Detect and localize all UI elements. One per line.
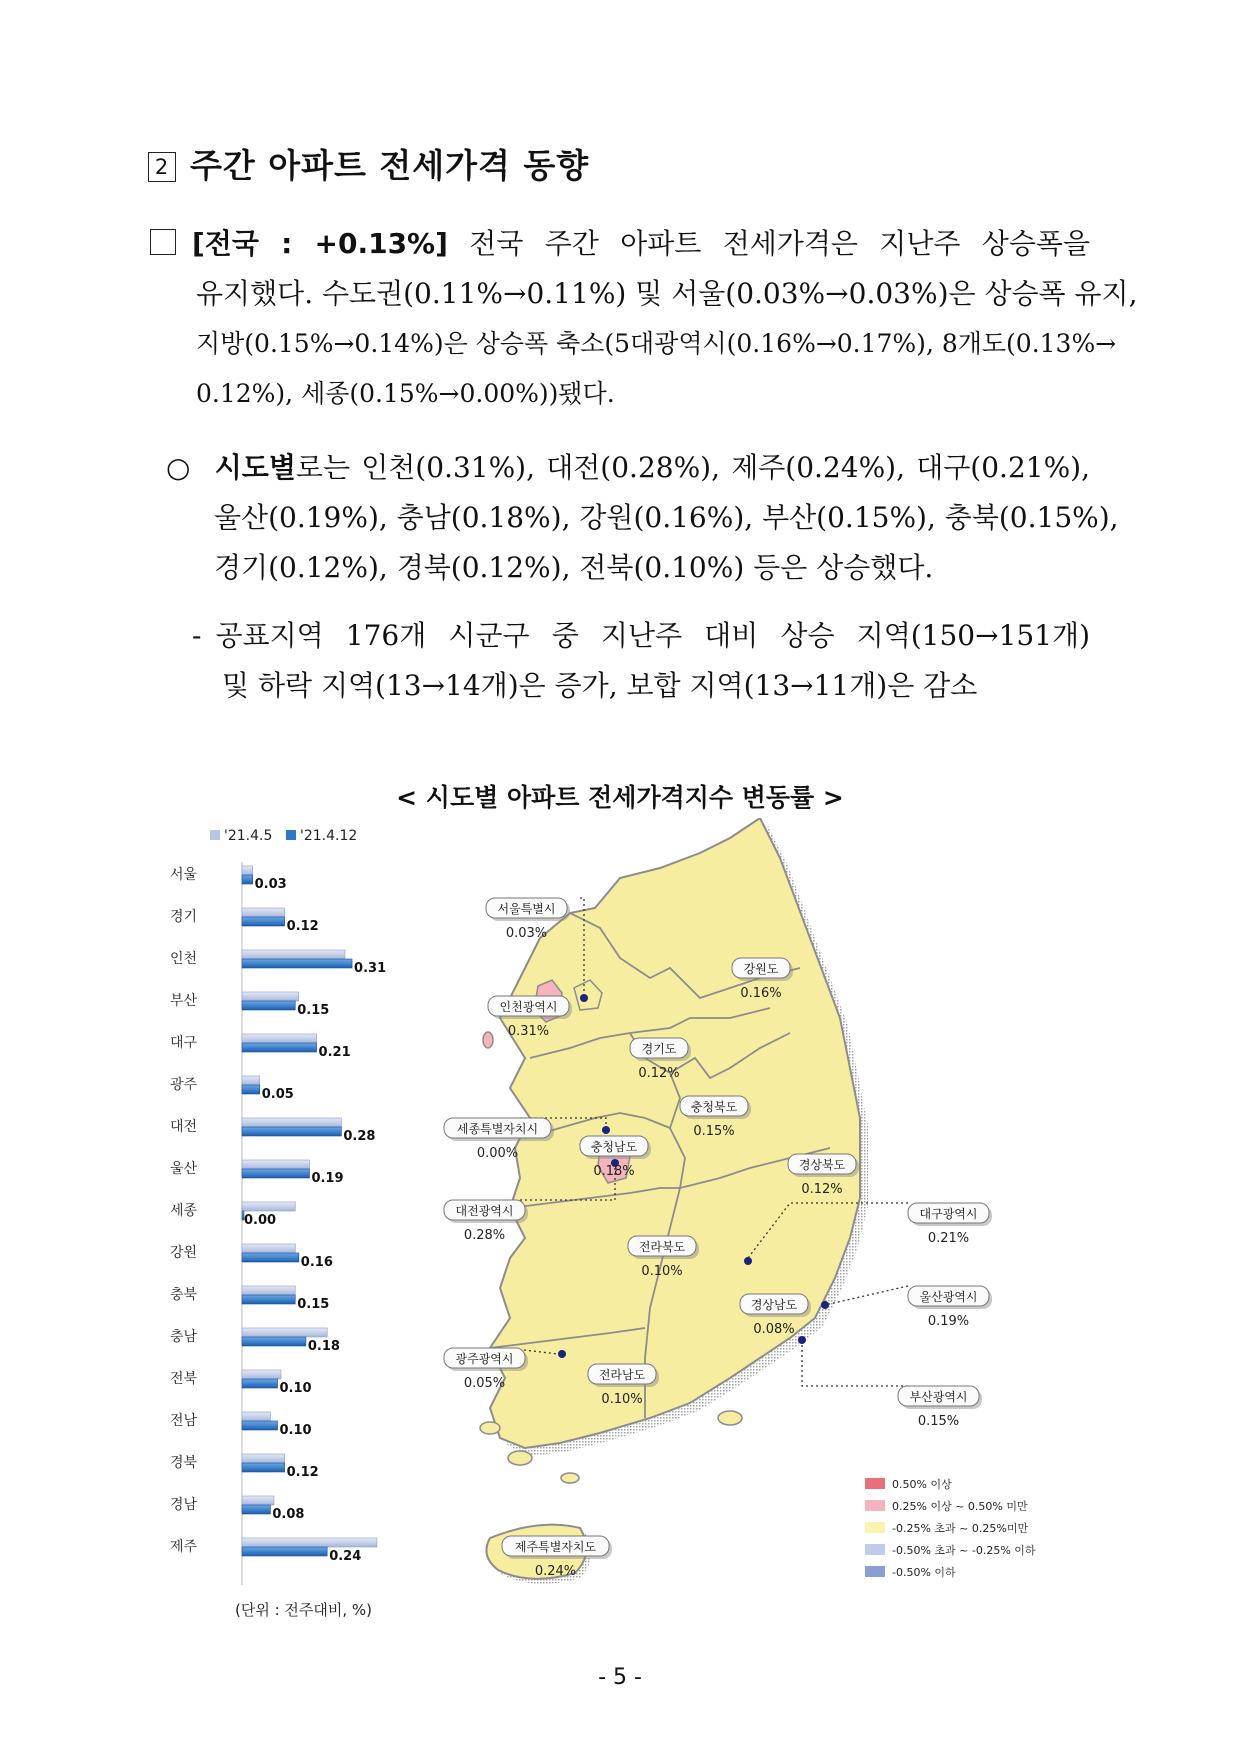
para3-line2: 및 하락 지역(13→14개)은 증가, 보합 지역(13→11개)은 감소 <box>222 669 978 702</box>
region-value: 0.19% <box>927 1314 970 1329</box>
region-value: 0.12% <box>801 1182 843 1197</box>
category-label: 제주 <box>170 1539 198 1555</box>
bar-경기-0 <box>242 908 285 917</box>
value-label: 0.15 <box>297 1003 330 1018</box>
region-name: 강원도 <box>743 962 779 976</box>
bar-제주-1 <box>242 1547 327 1556</box>
region-name: 경상북도 <box>798 1158 846 1172</box>
value-label: 0.00 <box>244 1213 277 1228</box>
bar-전북-1 <box>242 1379 278 1388</box>
page-number: - 5 - <box>598 1665 642 1690</box>
map-legend <box>865 1477 1036 1579</box>
map-legend-label: 0.50% 이상 <box>892 1478 952 1491</box>
region-value: 0.31% <box>507 1024 550 1039</box>
region-name: 서울특별시 <box>497 902 556 916</box>
region-value: 0.00% <box>476 1146 519 1161</box>
value-label: 0.03 <box>254 877 287 892</box>
region-name: 울산광역시 <box>919 1290 978 1304</box>
category-label: 울산 <box>170 1161 198 1177</box>
category-label: 부산 <box>170 993 198 1009</box>
bar-울산-0 <box>242 1160 309 1169</box>
value-label: 0.10 <box>279 1381 312 1396</box>
region-name: 충청북도 <box>690 1100 738 1114</box>
para2-line2: 울산(0.19%), 충남(0.18%), 강원(0.16%), 부산(0.15%), 충북(0.15%), <box>214 501 1119 534</box>
para1-line4: 0.12%), 세종(0.15%→0.00%))됐다. <box>196 379 615 408</box>
region-value: 0.24% <box>534 1564 577 1579</box>
category-label: 충북 <box>170 1287 198 1303</box>
para1-line2: 유지했다. 수도권(0.11%→0.11%) 및 서울(0.03%→0.03%)은 상승폭 유지, <box>196 277 1138 310</box>
bar-대전-1 <box>242 1127 341 1136</box>
category-label: 전북 <box>170 1371 198 1387</box>
value-label: 0.18 <box>307 1339 340 1354</box>
value-label: 0.19 <box>311 1171 344 1186</box>
bar-강원-0 <box>242 1244 295 1253</box>
region-name: 대구광역시 <box>919 1207 978 1221</box>
para2-line1: 로는 인천(0.31%), 대전(0.28%), 제주(0.24%), 대구(0.21%), <box>295 451 1091 484</box>
bar-강원-1 <box>242 1253 299 1262</box>
bar-충북-1 <box>242 1295 295 1304</box>
legend-swatch-0 <box>210 830 220 840</box>
value-label: 0.21 <box>318 1045 351 1060</box>
region-value: 0.16% <box>740 986 782 1001</box>
bar-부산-0 <box>242 992 299 1001</box>
para1-line1: 전국 주간 아파트 전세가격은 지난주 상승폭을 <box>469 227 1091 260</box>
region-value: 0.15% <box>693 1124 735 1139</box>
region-value: 0.18% <box>593 1164 635 1179</box>
value-label: 0.12 <box>286 1465 319 1480</box>
category-label: 전남 <box>170 1413 198 1429</box>
bar-충남-1 <box>242 1337 306 1346</box>
section-number: 2 <box>148 152 176 182</box>
map-legend-swatch <box>865 1544 885 1555</box>
bullet-circle: ○ <box>166 451 193 484</box>
bar-전남-0 <box>242 1412 270 1421</box>
bar-경남-0 <box>242 1496 274 1505</box>
bar-경북-1 <box>242 1463 285 1472</box>
map-label-부산광역시 <box>898 1386 982 1429</box>
region-value: 0.10% <box>641 1264 683 1279</box>
value-label: 0.10 <box>279 1423 312 1438</box>
chart-legend <box>210 828 357 844</box>
bar-제주-0 <box>242 1538 377 1547</box>
section-heading <box>148 140 589 187</box>
region-name: 세종특별자치시 <box>456 1122 539 1136</box>
chart-bars <box>170 866 386 1564</box>
para1-line3: 지방(0.15%→0.14%)은 상승폭 축소(5대광역시(0.16%→0.17%), 8개도(0.13%→ <box>196 329 1117 358</box>
region-name: 광주광역시 <box>455 1352 514 1366</box>
value-label: 0.16 <box>300 1255 333 1270</box>
region-name: 경상남도 <box>750 1298 798 1312</box>
value-label: 0.12 <box>286 919 319 934</box>
map-legend-swatch <box>865 1566 885 1577</box>
bar-chart <box>150 820 410 1620</box>
category-label: 세종 <box>170 1203 198 1219</box>
region-value: 0.21% <box>927 1231 970 1246</box>
region-name: 제주특별자치도 <box>514 1540 597 1554</box>
region-name: 경기도 <box>641 1042 677 1056</box>
bar-인천-0 <box>242 950 345 959</box>
legend-label-1: '21.4.12 <box>300 828 358 844</box>
region-name: 대전광역시 <box>455 1204 514 1218</box>
region-lead: 시도별 <box>214 451 296 484</box>
region-name: 전라북도 <box>638 1240 686 1254</box>
legend-swatch-1 <box>286 830 296 840</box>
bar-대구-0 <box>242 1034 317 1043</box>
category-label: 서울 <box>170 867 198 883</box>
bar-부산-1 <box>242 1001 295 1010</box>
value-label: 0.15 <box>297 1297 330 1312</box>
chart-unit-note: (단위 : 전주대비, %) <box>235 1601 373 1619</box>
category-label: 대구 <box>170 1035 198 1051</box>
region-name: 부산광역시 <box>909 1390 968 1404</box>
bar-대구-1 <box>242 1043 317 1052</box>
region-value: 0.08% <box>753 1322 795 1337</box>
bar-광주-0 <box>242 1076 260 1085</box>
map-legend-label: -0.25% 초과 ~ 0.25%미만 <box>892 1522 1029 1535</box>
para3-line1: 공표지역 176개 시군구 중 지난주 대비 상승 지역(150→151개) <box>215 619 1090 652</box>
region-name: 충청남도 <box>590 1140 638 1154</box>
map-label-대구광역시 <box>908 1203 992 1246</box>
legend-label-0: '21.4.5 <box>224 828 273 844</box>
region-value: 0.03% <box>505 926 548 941</box>
category-label: 대전 <box>170 1119 198 1135</box>
section-title: 주간 아파트 전세가격 동향 <box>190 146 590 185</box>
bar-경남-1 <box>242 1505 270 1514</box>
category-label: 경북 <box>170 1455 198 1471</box>
bar-전남-1 <box>242 1421 278 1430</box>
map-legend-swatch <box>865 1500 885 1511</box>
region-value: 0.05% <box>463 1376 506 1391</box>
figure-caption: < 시도별 아파트 전세가격지수 변동률 > <box>396 783 844 812</box>
bar-대전-0 <box>242 1118 341 1127</box>
bar-광주-1 <box>242 1085 260 1094</box>
map-label-울산광역시 <box>908 1286 992 1329</box>
category-label: 인천 <box>170 951 198 967</box>
bar-경기-1 <box>242 917 285 926</box>
map-legend-swatch <box>865 1522 885 1533</box>
value-label: 0.05 <box>261 1087 294 1102</box>
region-value: 0.10% <box>601 1392 643 1407</box>
bar-서울-0 <box>242 866 253 875</box>
region-value: 0.15% <box>917 1414 960 1429</box>
para2-line3: 경기(0.12%), 경북(0.12%), 전북(0.10%) 등은 상승했다. <box>214 551 934 584</box>
category-label: 강원 <box>170 1245 198 1261</box>
korea-map <box>430 818 1080 1628</box>
dash-bullet: - <box>192 619 202 652</box>
bar-세종-0 <box>242 1202 295 1211</box>
region-value: 0.12% <box>638 1066 680 1081</box>
bar-충북-0 <box>242 1286 295 1295</box>
category-label: 경기 <box>170 909 198 925</box>
value-label: 0.08 <box>272 1507 305 1522</box>
bar-경북-0 <box>242 1454 285 1463</box>
bar-충남-0 <box>242 1328 327 1337</box>
map-legend-label: -0.50% 초과 ~ -0.25% 이하 <box>892 1544 1036 1557</box>
value-label: 0.31 <box>354 961 387 976</box>
national-lead: [전국 : +0.13%] <box>192 227 448 260</box>
category-label: 충남 <box>170 1329 198 1345</box>
map-legend-swatch <box>865 1478 885 1489</box>
bar-전북-0 <box>242 1370 281 1379</box>
checkbox-square <box>150 229 176 255</box>
bar-울산-1 <box>242 1169 309 1178</box>
map-label-대전광역시 <box>444 1200 528 1243</box>
value-label: 0.24 <box>329 1549 362 1564</box>
region-name: 전라남도 <box>598 1368 646 1382</box>
map-legend-label: 0.25% 이상 ~ 0.50% 미만 <box>892 1500 1028 1513</box>
category-label: 경남 <box>170 1497 198 1513</box>
region-name: 인천광역시 <box>499 1000 558 1014</box>
category-label: 광주 <box>170 1077 198 1093</box>
bar-서울-1 <box>242 875 253 884</box>
value-label: 0.28 <box>343 1129 376 1144</box>
region-value: 0.28% <box>463 1228 506 1243</box>
bar-인천-1 <box>242 959 352 968</box>
map-legend-label: -0.50% 이하 <box>892 1566 956 1579</box>
